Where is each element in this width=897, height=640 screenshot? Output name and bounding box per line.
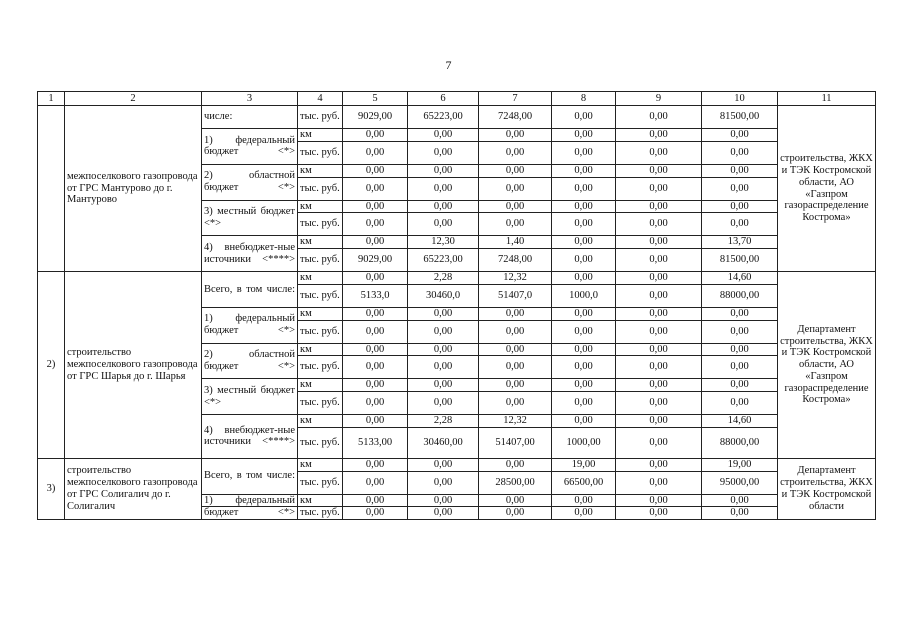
value-cell: 0,00 [616,507,702,520]
value-cell: 0,00 [616,177,702,200]
value-cell: 0,00 [552,177,616,200]
value-cell: 65223,00 [408,249,479,272]
unit-label: км [298,415,343,428]
source-label: 3) местный бюджет <*> [202,379,298,415]
page-number: 7 [445,58,452,72]
value-cell: 0,00 [408,458,479,471]
column-number: 11 [778,92,876,106]
unit-label: тыс. руб. [298,141,343,164]
value-cell: 88000,00 [702,427,778,458]
source-label: 1) федеральный бюджет <*> [202,307,298,343]
responsible-executor: Департамент строительства, ЖКХ и ТЭК Костромской области, АО «Газпром газораспределение Кострома» [778,272,876,459]
value-cell: 0,00 [552,494,616,507]
value-cell: 0,00 [616,392,702,415]
source-label: 4) внебюджет-ные источники <****> [202,415,298,459]
value-cell: 0,00 [552,415,616,428]
value-cell: 0,00 [479,507,552,520]
value-cell: 0,00 [616,141,702,164]
column-number: 10 [702,92,778,106]
value-cell: 0,00 [616,249,702,272]
value-cell: 12,32 [479,415,552,428]
source-label: Всего, в том числе: [202,458,298,494]
program-table [37,91,876,520]
value-cell: 0,00 [343,164,408,177]
value-cell: 0,00 [343,320,408,343]
value-cell: 12,30 [408,236,479,249]
value-cell: 0,00 [616,379,702,392]
value-cell: 0,00 [616,458,702,471]
value-cell: 0,00 [616,213,702,236]
value-cell: 0,00 [408,392,479,415]
unit-label: тыс. руб. [298,213,343,236]
object-name: строительство межпоселкового газопровода от ГРС Солигалич до г. Солигалич [65,458,202,519]
unit-label: тыс. руб. [298,392,343,415]
value-cell: 0,00 [479,320,552,343]
value-cell: 0,00 [552,343,616,356]
value-cell: 0,00 [552,272,616,285]
value-cell: 0,00 [479,177,552,200]
value-cell: 0,00 [408,129,479,142]
value-cell: 0,00 [702,164,778,177]
value-cell: 0,00 [479,494,552,507]
value-cell: 0,00 [343,494,408,507]
value-cell: 0,00 [343,343,408,356]
value-cell: 2,28 [408,272,479,285]
value-cell: 1000,0 [552,284,616,307]
column-number: 2 [65,92,202,106]
value-cell: 14,60 [702,415,778,428]
responsible-executor: Департамент строительства, ЖКХ и ТЭК Костромской области [778,458,876,519]
value-cell: 0,00 [552,141,616,164]
value-cell: 0,00 [552,320,616,343]
value-cell: 0,00 [343,458,408,471]
value-cell: 0,00 [408,320,479,343]
value-cell: 0,00 [552,356,616,379]
value-cell: 0,00 [479,200,552,213]
value-cell: 0,00 [616,272,702,285]
unit-label: км [298,458,343,471]
value-cell: 0,00 [343,200,408,213]
table-row [38,458,876,471]
value-cell: 0,00 [408,356,479,379]
value-cell: 0,00 [343,415,408,428]
value-cell: 0,00 [343,129,408,142]
value-cell: 0,00 [702,320,778,343]
value-cell: 0,00 [479,458,552,471]
value-cell: 0,00 [552,200,616,213]
value-cell: 9029,00 [343,106,408,129]
value-cell: 0,00 [616,494,702,507]
value-cell: 0,00 [702,343,778,356]
unit-label: тыс. руб. [298,471,343,494]
value-cell: 0,00 [702,356,778,379]
value-cell: 9029,00 [343,249,408,272]
value-cell: 12,32 [479,272,552,285]
column-number: 4 [298,92,343,106]
value-cell: 65223,00 [408,106,479,129]
unit-label: км [298,494,343,507]
source-label: бюджет <*> [202,507,298,520]
item-number: 3) [38,458,65,519]
column-number: 8 [552,92,616,106]
value-cell: 0,00 [702,213,778,236]
value-cell: 0,00 [479,164,552,177]
value-cell: 30460,0 [408,284,479,307]
value-cell: 0,00 [702,129,778,142]
item-number: 2) [38,272,65,459]
value-cell: 0,00 [616,106,702,129]
source-label: 1) федеральный [202,494,298,507]
value-cell: 0,00 [408,164,479,177]
unit-label: тыс. руб. [298,320,343,343]
value-cell: 0,00 [552,164,616,177]
value-cell: 0,00 [552,507,616,520]
value-cell: 5133,00 [343,427,408,458]
source-label: числе: [202,106,298,129]
value-cell: 88000,00 [702,284,778,307]
value-cell: 1,40 [479,236,552,249]
column-number: 3 [202,92,298,106]
value-cell: 0,00 [343,379,408,392]
value-cell: 0,00 [616,471,702,494]
value-cell: 0,00 [408,177,479,200]
value-cell: 30460,00 [408,427,479,458]
value-cell: 0,00 [343,507,408,520]
unit-label: км [298,343,343,356]
value-cell: 0,00 [552,106,616,129]
value-cell: 0,00 [343,177,408,200]
value-cell: 0,00 [702,141,778,164]
value-cell: 0,00 [616,307,702,320]
unit-label: тыс. руб. [298,356,343,379]
column-number: 7 [479,92,552,106]
value-cell: 0,00 [702,177,778,200]
object-name: строительство межпоселкового газопровода от ГРС Шарья до г. Шарья [65,272,202,459]
value-cell: 7248,00 [479,106,552,129]
value-cell: 7248,00 [479,249,552,272]
value-cell: 0,00 [702,507,778,520]
value-cell: 0,00 [616,129,702,142]
value-cell: 0,00 [616,415,702,428]
value-cell: 66500,00 [552,471,616,494]
value-cell: 0,00 [343,272,408,285]
value-cell: 0,00 [408,471,479,494]
value-cell: 0,00 [702,307,778,320]
value-cell: 0,00 [552,236,616,249]
unit-label: тыс. руб. [298,284,343,307]
unit-label: тыс. руб. [298,507,343,520]
column-number: 6 [408,92,479,106]
column-number: 5 [343,92,408,106]
value-cell: 0,00 [702,379,778,392]
value-cell: 0,00 [408,343,479,356]
value-cell: 2,28 [408,415,479,428]
value-cell: 0,00 [552,307,616,320]
value-cell: 1000,00 [552,427,616,458]
value-cell: 81500,00 [702,106,778,129]
unit-label: тыс. руб. [298,427,343,458]
value-cell: 0,00 [408,379,479,392]
value-cell: 0,00 [479,141,552,164]
unit-label: км [298,200,343,213]
column-number: 1 [38,92,65,106]
source-label: Всего, в том числе: [202,272,298,308]
value-cell: 0,00 [616,320,702,343]
responsible-executor: строительства, ЖКХ и ТЭК Костромской области, АО «Газпром газораспределение Кострома» [778,106,876,272]
source-label: 3) местный бюджет <*> [202,200,298,236]
value-cell: 0,00 [408,213,479,236]
value-cell: 0,00 [408,507,479,520]
value-cell: 0,00 [479,343,552,356]
value-cell: 0,00 [479,356,552,379]
unit-label: км [298,272,343,285]
unit-label: тыс. руб. [298,249,343,272]
value-cell: 0,00 [552,249,616,272]
value-cell: 95000,00 [702,471,778,494]
value-cell: 51407,0 [479,284,552,307]
value-cell: 0,00 [552,379,616,392]
value-cell: 0,00 [616,236,702,249]
object-name: межпоселкового газопровода от ГРС Мантурово до г. Мантурово [65,106,202,272]
value-cell: 0,00 [408,307,479,320]
value-cell: 81500,00 [702,249,778,272]
value-cell: 51407,00 [479,427,552,458]
table-row [38,106,876,129]
unit-label: тыс. руб. [298,177,343,200]
item-number-cell [38,106,65,272]
value-cell: 0,00 [343,213,408,236]
value-cell: 0,00 [479,379,552,392]
value-cell: 0,00 [616,427,702,458]
source-label: 2) областной бюджет <*> [202,164,298,200]
unit-label: км [298,379,343,392]
value-cell: 19,00 [702,458,778,471]
column-number: 9 [616,92,702,106]
value-cell: 0,00 [343,471,408,494]
source-label: 4) внебюджет-ные источники <****> [202,236,298,272]
value-cell: 0,00 [343,356,408,379]
unit-label: км [298,236,343,249]
unit-label: тыс. руб. [298,106,343,129]
value-cell: 0,00 [552,392,616,415]
value-cell: 0,00 [616,200,702,213]
value-cell: 28500,00 [479,471,552,494]
value-cell: 0,00 [702,392,778,415]
value-cell: 0,00 [616,164,702,177]
value-cell: 14,60 [702,272,778,285]
value-cell: 0,00 [479,392,552,415]
value-cell: 0,00 [616,284,702,307]
value-cell: 0,00 [343,392,408,415]
value-cell: 0,00 [552,213,616,236]
value-cell: 0,00 [343,236,408,249]
value-cell: 0,00 [408,494,479,507]
value-cell: 0,00 [479,213,552,236]
value-cell: 0,00 [702,200,778,213]
value-cell: 0,00 [479,129,552,142]
value-cell: 0,00 [552,129,616,142]
source-label: 2) областной бюджет <*> [202,343,298,379]
value-cell: 0,00 [408,200,479,213]
column-number-row [38,92,876,106]
value-cell: 0,00 [702,494,778,507]
unit-label: км [298,129,343,142]
unit-label: км [298,164,343,177]
value-cell: 0,00 [479,307,552,320]
value-cell: 0,00 [616,343,702,356]
value-cell: 13,70 [702,236,778,249]
value-cell: 5133,0 [343,284,408,307]
value-cell: 0,00 [343,307,408,320]
table-row [38,272,876,285]
unit-label: км [298,307,343,320]
value-cell: 19,00 [552,458,616,471]
value-cell: 0,00 [616,356,702,379]
value-cell: 0,00 [343,141,408,164]
value-cell: 0,00 [408,141,479,164]
source-label: 1) федеральный бюджет <*> [202,129,298,165]
